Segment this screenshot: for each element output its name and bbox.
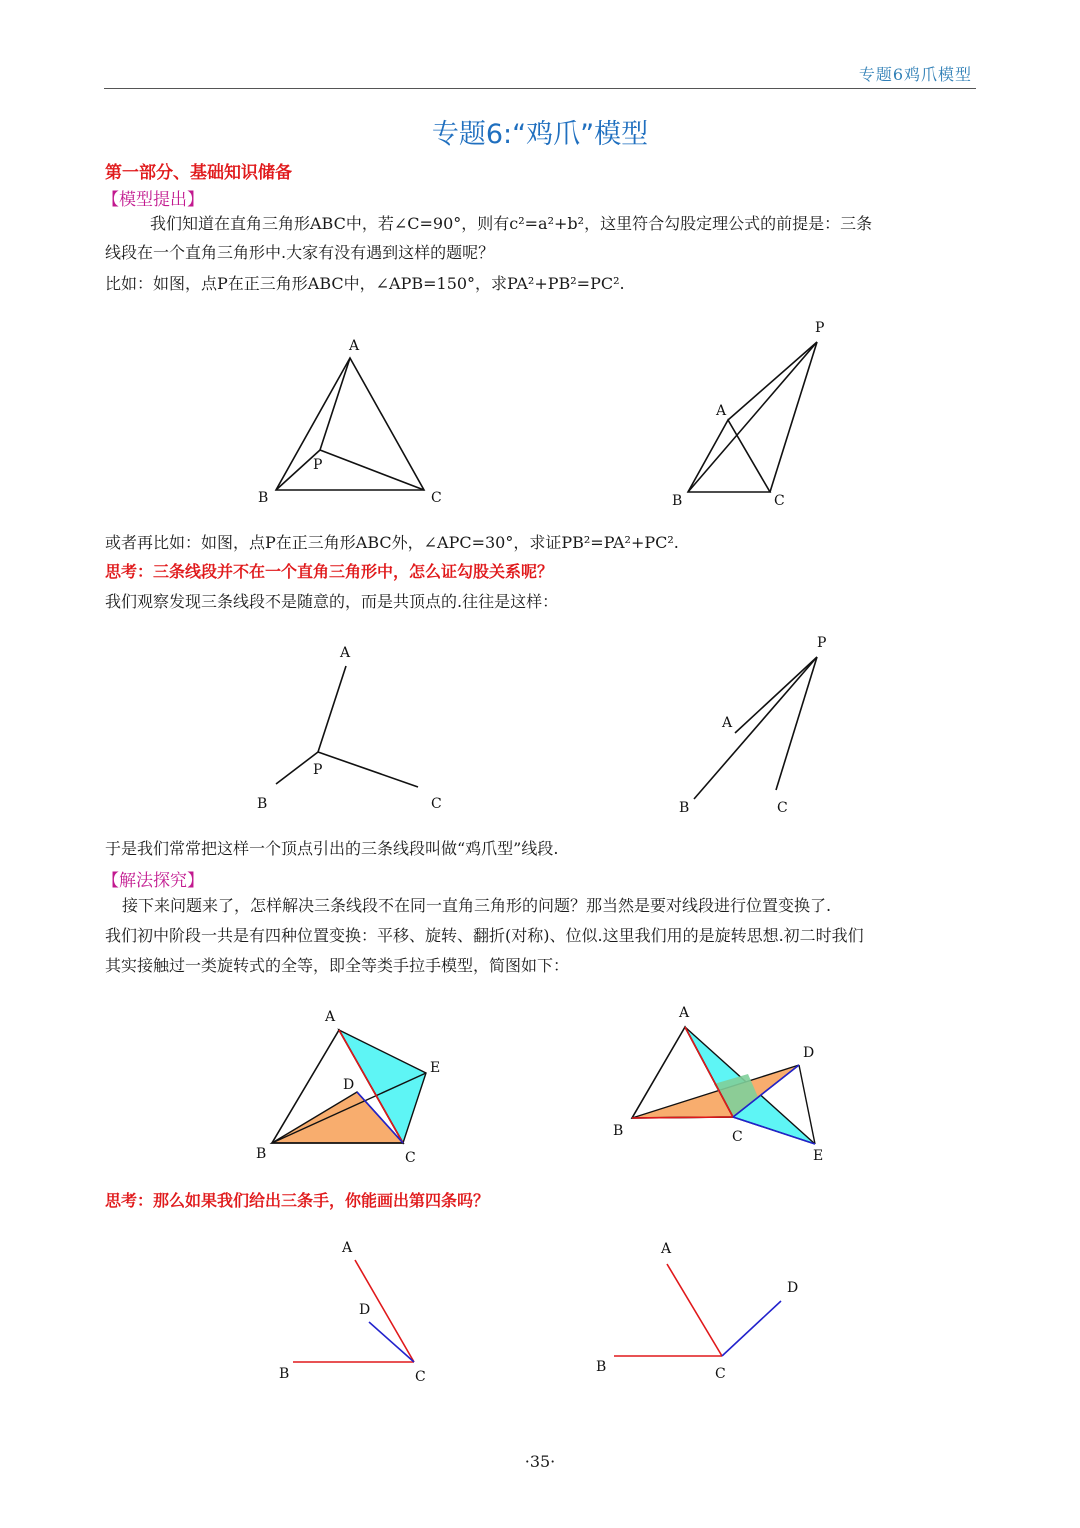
fig8-label-d: D (787, 1280, 799, 1296)
fig1-label-c: C (431, 490, 442, 506)
paragraph-5: 于是我们常常把这样一个顶点引出的三条线段叫做“鸡爪型”线段. (105, 839, 559, 858)
paragraph-6-line-3: 其实接触过一类旋转式的全等，即全等类手拉手模型，简图如下： (105, 956, 570, 975)
fig6-label-e: E (813, 1148, 824, 1164)
fig2-segment-pb (688, 342, 817, 492)
fig4-label-b: B (679, 800, 690, 816)
fig6-label-b: B (613, 1123, 624, 1139)
paragraph-1-line-2: 线段在一个直角三角形中.大家有没有遇到这样的题呢？ (105, 243, 495, 262)
figure-6-hand-in-hand (632, 1027, 815, 1144)
fig7-label-b: B (279, 1366, 290, 1382)
figure-7-three-hands (293, 1260, 414, 1362)
figure-2-outside-triangle (688, 342, 817, 492)
fig5-label-e: E (430, 1060, 441, 1076)
fig5-label-b: B (256, 1146, 267, 1162)
figure-3-claw (276, 666, 418, 787)
fig5-label-d: D (343, 1077, 355, 1093)
tag-solution-exploration: 【解法探究】 (102, 871, 204, 891)
fig6-segment-bc (632, 1117, 733, 1118)
paragraph-1-line-1: 我们知道在直角三角形ABC中，若∠C=90°，则有c²=a²+b²，这里符合勾股定理公式的前提是：三条 (150, 214, 873, 233)
fig2-segment-pa (728, 342, 817, 420)
fig4-label-c: C (777, 800, 788, 816)
figure-labels (256, 320, 826, 1385)
fig6-label-d: D (803, 1045, 815, 1061)
fig3-label-b: B (257, 796, 268, 812)
fig2-label-b: B (672, 493, 683, 509)
fig7-label-a: A (342, 1240, 353, 1256)
fig8-label-c: C (715, 1366, 726, 1382)
fig6-label-a: A (679, 1005, 690, 1021)
fig1-segment-pc (320, 450, 424, 490)
fig5-label-c: C (405, 1150, 416, 1166)
fig2-triangle-abc (688, 420, 770, 492)
fig3-segment-pa (318, 666, 346, 752)
fig3-label-c: C (431, 796, 442, 812)
paragraph-4: 我们观察发现三条线段不是随意的，而是共顶点的.往往是这样： (105, 592, 559, 611)
page-title: 专题6:“鸡爪”模型 (431, 119, 649, 150)
fig8-label-a: A (661, 1241, 672, 1257)
fig5-label-a: A (325, 1009, 336, 1025)
fig6-label-c: C (732, 1129, 743, 1145)
figure-1-inside-triangle (276, 358, 424, 490)
fig8-label-b: B (596, 1359, 607, 1375)
think-question-2: 思考：那么如果我们给出三条手，你能画出第四条吗？ (105, 1191, 490, 1210)
fig1-label-a: A (349, 338, 360, 354)
fig2-label-a: A (716, 403, 727, 419)
fig3-label-a: A (340, 645, 351, 661)
figure-4-claw (694, 657, 817, 799)
tag-model-proposal: 【模型提出】 (102, 190, 204, 210)
page-number: ·35· (524, 1452, 556, 1471)
think-question-1: 思考：三条线段并不在一个直角三角形中，怎么证勾股关系呢？ (105, 562, 554, 581)
fig2-segment-pc (770, 342, 817, 492)
section-heading: 第一部分、基础知识储备 (105, 163, 292, 183)
paragraph-2: 比如：如图，点P在正三角形ABC中，∠APB=150°，求PA²+PB²=PC². (105, 274, 625, 293)
fig4-label-a: A (722, 715, 733, 731)
fig7-segment-dc (369, 1322, 414, 1362)
fig7-label-c: C (415, 1369, 426, 1385)
fig7-label-d: D (359, 1302, 371, 1318)
fig2-label-p: P (815, 320, 825, 336)
fig3-label-p: P (313, 762, 323, 778)
figure-8-three-hands (614, 1264, 781, 1356)
fig1-label-p: P (313, 457, 323, 473)
fig8-segment-cd (722, 1301, 781, 1356)
fig4-segment-pb (694, 657, 817, 799)
fig2-label-c: C (774, 493, 785, 509)
fig3-segment-pc (318, 752, 418, 787)
paragraph-3: 或者再比如：如图，点P在正三角形ABC外，∠APC=30°，求证PB²=PA²+PC². (105, 533, 679, 552)
running-title: 专题6鸡爪模型 (858, 65, 972, 84)
paragraph-6-line-2: 我们初中阶段一共是有四种位置变换：平移、旋转、翻折(对称)、位似.这里我们用的是旋转思想.初二时我们 (105, 926, 864, 945)
fig1-label-b: B (258, 490, 269, 506)
fig8-segment-ac (667, 1264, 722, 1356)
paragraph-6-line-1: 接下来问题来了，怎样解决三条线段不在同一直角三角形的问题？那当然是要对线段进行位置变换了. (122, 896, 832, 915)
fig4-label-p: P (817, 635, 827, 651)
fig3-segment-pb (276, 752, 318, 784)
